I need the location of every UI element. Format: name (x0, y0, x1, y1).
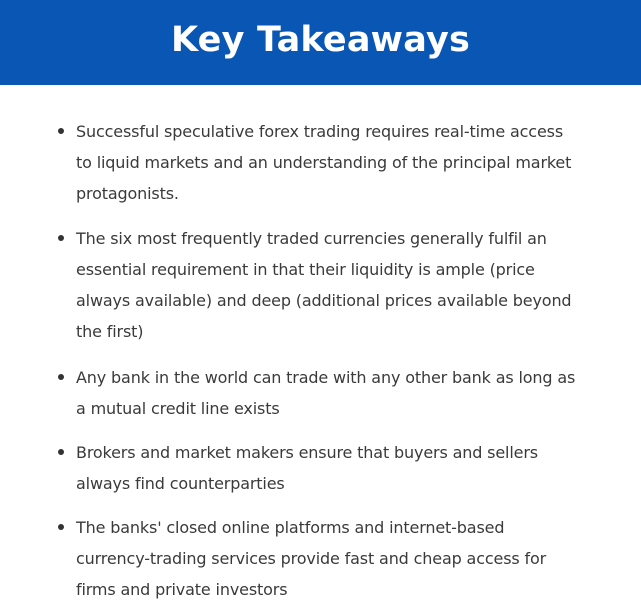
list-item-line: a mutual credit line exists (76, 399, 280, 418)
bullet-icon (58, 374, 64, 380)
list-item-line: The banks' closed online platforms and internet-based (76, 518, 505, 537)
list-item-line: always find counterparties (76, 474, 285, 493)
list-item-text (76, 437, 606, 499)
list-item-line: to liquid markets and an understanding of the principal market (76, 153, 572, 172)
list-item-line: protagonists. (76, 184, 179, 203)
bullet-icon (58, 128, 64, 134)
list-item-line: Any bank in the world can trade with any other bank as long as (76, 368, 576, 387)
bullet-icon (58, 449, 64, 455)
page-header (0, 0, 641, 85)
list-item-line: The six most frequently traded currencies generally fulfil an (76, 229, 547, 248)
list-item-line: essential requirement in that their liquidity is ample (price (76, 260, 535, 279)
bullet-icon (58, 235, 64, 241)
list-item-text (76, 223, 606, 347)
list-item-line: currency-trading services provide fast and cheap access for (76, 549, 547, 568)
list-item-line: the first) (76, 322, 144, 341)
bullet-icon (58, 524, 64, 530)
page-title: Key Takeaways (170, 20, 471, 60)
list-item-text (76, 512, 606, 605)
list-item-text (76, 362, 606, 424)
list-item-line: always available) and deep (additional prices available beyond (76, 291, 572, 310)
list-item-line: Successful speculative forex trading requires real-time access (76, 122, 564, 141)
list-item-line: firms and private investors (76, 580, 288, 599)
list-item-text (76, 116, 606, 209)
list-item-line: Brokers and market makers ensure that buyers and sellers (76, 443, 538, 462)
